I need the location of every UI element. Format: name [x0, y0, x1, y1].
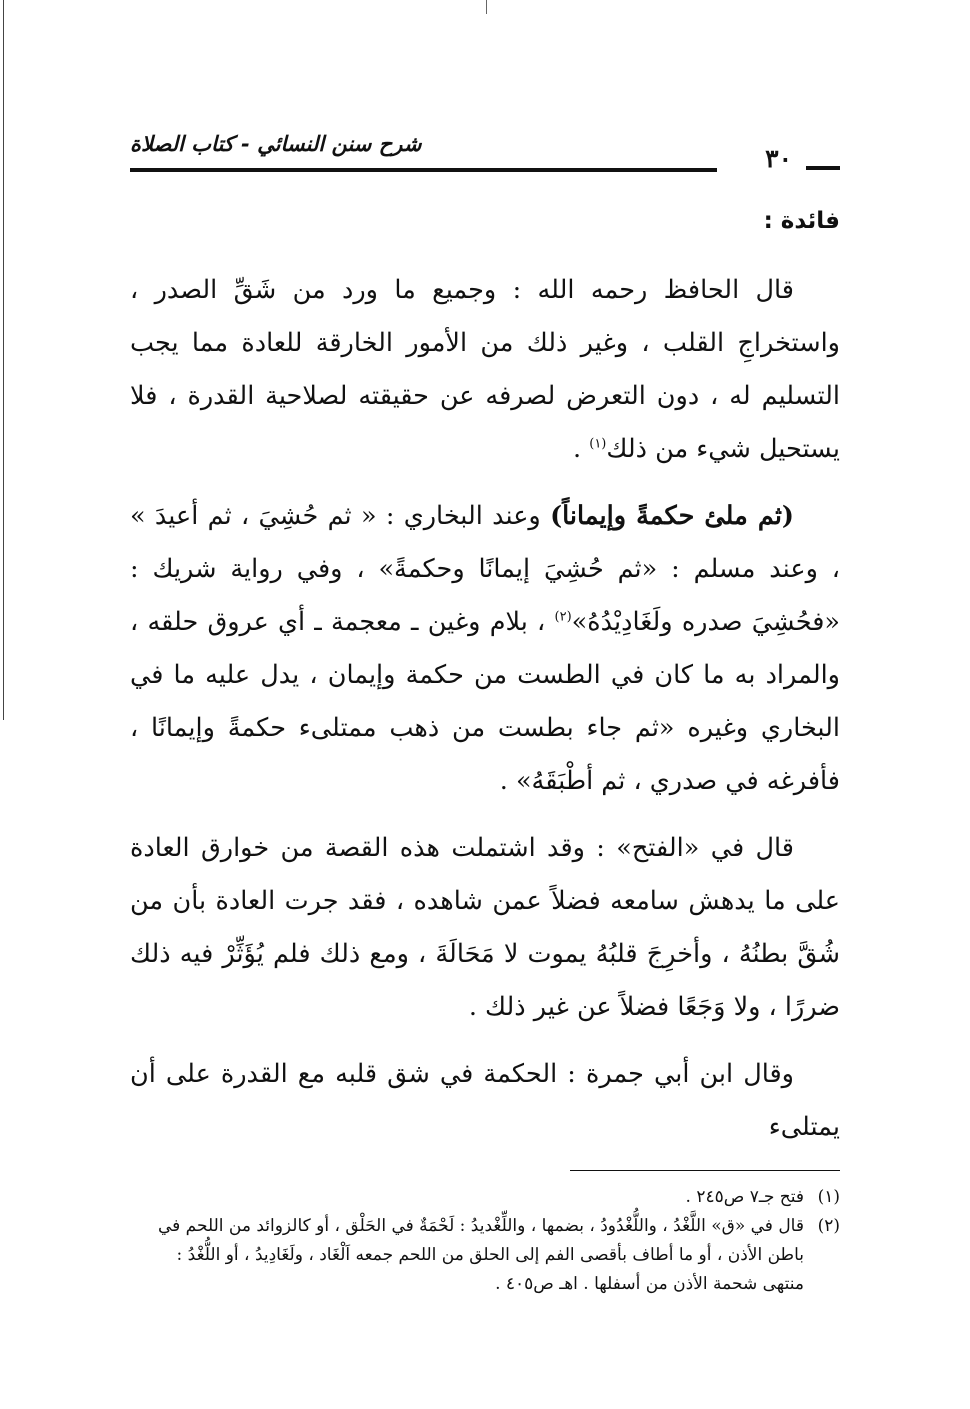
footnote-separator	[570, 1170, 840, 1171]
footnote-2-number: (٢)	[817, 1216, 840, 1236]
hadith-phrase: (ثم ملئ حكمةً وإيماناً)	[550, 501, 794, 531]
scan-gutter-line	[3, 0, 4, 720]
paragraph-1	[130, 264, 840, 476]
paragraph-4	[130, 1048, 840, 1154]
page-header	[130, 120, 840, 182]
footnote-1-text: فتح جـ٧ ص٢٤٥ .	[685, 1187, 804, 1207]
book-page	[130, 120, 840, 1299]
footnote-2	[130, 1212, 840, 1299]
scan-top-mark	[486, 0, 487, 14]
paragraph-3	[130, 822, 840, 1034]
header-rule	[130, 168, 717, 172]
paragraph-2	[130, 490, 840, 808]
paragraph-1-text: قال الحافظ رحمه الله : وجميع ما ورد من شَقِّ الصدر ، واستخراجِ القلب ، وغير ذلك من الأمور الخارقة للعادة مما يجب التسليم له ، دون التعرض لصرفه عن حقيقته لصلاحية القدرة ، فلا يستحيل شيء من ذلك	[130, 275, 840, 464]
footnote-1-number: (١)	[817, 1187, 840, 1207]
paragraph-2-tail: ، بلام وغين ـ معجمة ـ أي عروق حلقه ، والمراد به ما كان في الطست من حكمة وإيمان ، يدل عليه ما في البخاري وغيره «ثم جاء بطست من ذهب ممتلىء حكمةً وإيمانًا ، فأفرغه في صدري ، ثم أطْبَقَهُ» .	[130, 607, 840, 796]
running-title: شرح سنن النسائي - كتاب الصلاة	[130, 132, 422, 156]
footnote-2-text: قال في «ق» اللَّغْدُ ، واللُّغْدُودُ ، بضمها ، واللِّغْديدُ : لَحْمَةٌ في الحَلْق ، أو كالزوائد من اللحم في باطن الأذن ، أو ما أطاف بأقصى الفم إلى الحلق من اللحم جمعه اَلْغَاد ، ولَغَادِيدُ ، أو اللُّغْدُ : منتهى شحمة الأذن من أسفلها . اهـ ص٤٠٥ .	[157, 1216, 804, 1294]
paragraph-1-tail: .	[573, 434, 590, 464]
paragraph-2-text: وعند البخاري : « ثم حُشِيَ ، ثم أعيدَ » ، وعند مسلم : «ثم حُشِيَ إيمانًا وحكمةً» ، وفي رواية شريك : «فحُشِيَ صدره ولَغَادِيْدُهُ»	[130, 501, 840, 637]
page-number: ٣٠	[765, 144, 792, 173]
header-dash	[806, 166, 840, 170]
section-heading: فائدة :	[763, 208, 840, 234]
paragraph-4-text: وقال ابن أبي جمرة : الحكمة في شق قلبه مع القدرة على أن يمتلىء	[130, 1059, 840, 1142]
footnotes	[130, 1183, 840, 1299]
footnote-ref-1: (١)	[589, 436, 607, 452]
paragraph-3-text: قال في «الفتح» : وقد اشتملت هذه القصة من خوارق العادة على ما يدهش سامعه فضلاً عمن شاهده ، فقد جرت العادة بأن من شُقَّ بطنُهُ ، وأخرِجَ قلبُهُ يموت لا مَحَالَةَ ، ومع ذلك فلم يُؤَثِّرْ فيه ذلك ضررًا ، ولا وَجَعًا فضلاً عن غير ذلك .	[130, 833, 840, 1022]
footnote-ref-2: (٢)	[554, 609, 572, 625]
footnote-1	[130, 1183, 840, 1212]
